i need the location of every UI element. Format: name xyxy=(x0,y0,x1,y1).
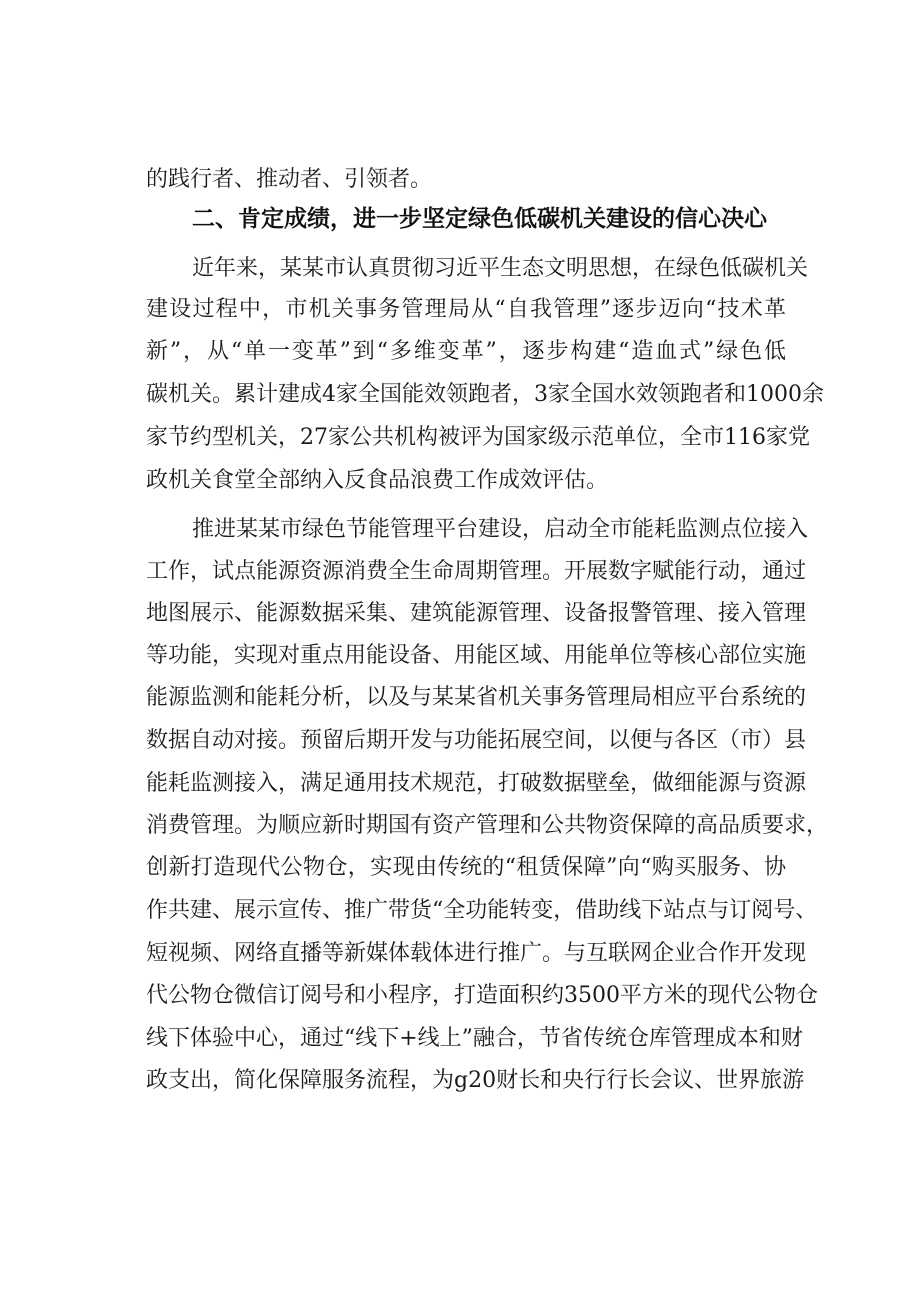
paragraph-2-line: 工作，试点能源资源消费全生命周期管理。开展数字赋能行动，通过 xyxy=(146,559,807,584)
paragraph-2-line: 创新打造现代公物仓，实现由传统的“租赁保障”向“购买服务、协 xyxy=(146,855,786,880)
paragraph-2-line: 代公物仓微信订阅号和小程序，打造面积约3500平方米的现代公物仓 xyxy=(146,983,818,1008)
paragraph-1-line: 政机关食堂全部纳入反食品浪费工作成效评估。 xyxy=(146,468,609,493)
paragraph-2-line: 作共建、展示宣传、推广带货“全功能转变，借助线下站点与订阅号、 xyxy=(146,898,818,923)
paragraph-2-line: 推进某某市绿色节能管理平台建设，启动全市能耗监测点位接入 xyxy=(192,517,809,542)
paragraph-1-line: 家节约型机关，27家公共机构被评为国家级示范单位，全市116家党 xyxy=(146,425,810,450)
paragraph-2-line: 等功能，实现对重点用能设备、用能区域、用能单位等核心部位实施 xyxy=(146,643,807,668)
paragraph-1-line: 近年来，某某市认真贯彻习近平生态文明思想，在绿色低碳机关 xyxy=(192,256,809,281)
paragraph-2-line: 线下体验中心，通过“线下+线上”融合，节省传统仓库管理成本和财 xyxy=(146,1026,803,1051)
paragraph-2-line: 政支出，简化保障服务流程，为g20财长和央行行长会议、世界旅游 xyxy=(146,1068,805,1093)
paragraph-1-line: 碳机关。累计建成4家全国能效领跑者，3家全国水效领跑者和1000余 xyxy=(146,382,824,407)
paragraph-2-line: 地图展示、能源数据采集、建筑能源管理、设备报警管理、接入管理 xyxy=(146,601,807,626)
paragraph-2-line: 能耗监测接入，满足通用技术规范，打破数据壁垒，做细能源与资源 xyxy=(146,771,807,796)
paragraph-2-line: 数据自动对接。预留后期开发与功能拓展空间，以便与各区（市）县 xyxy=(146,728,807,753)
paragraph-1-line: 新”，从“单一变革”到“多维变革”，逐步构建“造血式”绿色低 xyxy=(146,339,786,364)
section-heading: 二、肯定成绩，进一步坚定绿色低碳机关建设的信心决心 xyxy=(192,206,767,232)
paragraph-2-line: 消费管理。为顺应新时期国有资产管理和公共物资保障的高品质要求， xyxy=(146,813,829,838)
paragraph-1-line: 建设过程中，市机关事务管理局从“自我管理”逐步迈向“技术革 xyxy=(146,297,786,322)
lead-line: 的践行者、推动者、引领者。 xyxy=(146,167,433,192)
paragraph-2-line: 短视频、网络直播等新媒体载体进行推广。与互联网企业合作开发现 xyxy=(146,941,807,966)
paragraph-2-line: 能源监测和能耗分析，以及与某某省机关事务管理局相应平台系统的 xyxy=(146,685,807,710)
